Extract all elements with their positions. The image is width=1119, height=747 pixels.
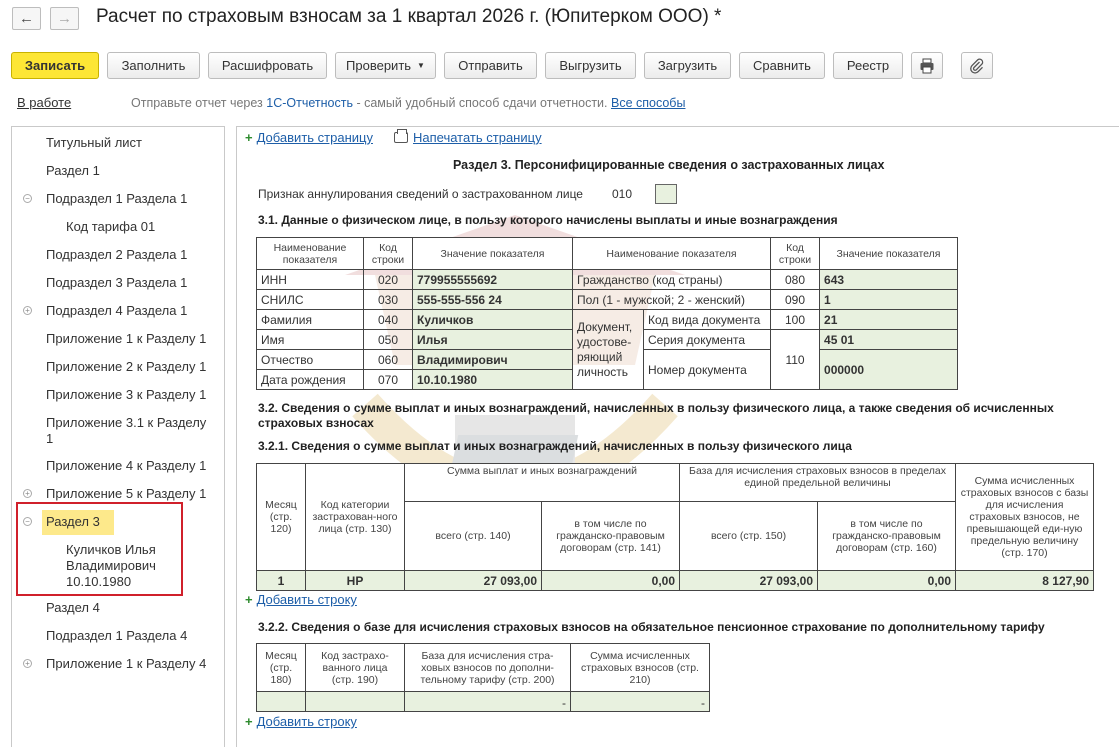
expand-icon[interactable]: + [23, 489, 32, 498]
citizenship-field[interactable]: 643 [820, 270, 958, 290]
tree-item-title-page[interactable]: Титульный лист [46, 135, 143, 150]
expand-icon[interactable]: + [23, 659, 32, 668]
window-title: Расчет по страховым взносам за 1 квартал 2026 г. (Юпитерком ООО) * [96, 6, 722, 27]
collapse-icon[interactable]: − [23, 194, 32, 203]
col-category: Код категории застрахован-ного лица (стр. 130) [306, 464, 405, 571]
col-sum: Сумма исчисленных страховых взносов (стр. 210) [571, 644, 710, 692]
col-base-gpd: в том числе по гражданско-правовым договорам (стр. 160) [818, 502, 956, 571]
save-button[interactable]: Записать [11, 52, 99, 79]
inn-field[interactable]: 779955555692 [413, 270, 573, 290]
row-code: 090 [771, 290, 820, 310]
tree-item-appendix-1-1[interactable]: Приложение 1 к Разделу 1 [46, 331, 207, 346]
tree-item-appendix-2-1[interactable]: Приложение 2 к Разделу 1 [46, 359, 207, 374]
sum-cell[interactable]: - [571, 692, 710, 712]
personal-data-table [256, 237, 958, 390]
tree-item-subsection-3-1[interactable]: Подраздел 3 Раздела 1 [46, 275, 188, 290]
annul-checkbox[interactable] [655, 184, 677, 204]
payments-table [256, 463, 1094, 591]
caret-down-icon: ▼ [417, 61, 425, 70]
additional-tariff-table [256, 643, 710, 712]
col-name-2: Наименование показателя [573, 238, 771, 270]
hint-middle: - самый удобный способ сдачи отчетности. [352, 96, 611, 110]
col-contrib: Сумма исчисленных страховых взносов с базы для исчисления страховых взносов, не превышающей еди-ную предельную величину (стр. 170) [956, 464, 1094, 571]
patronymic-field[interactable]: Владимирович [413, 350, 573, 370]
row-label: Номер документа [644, 350, 771, 390]
print-page-label: Напечатать страницу [413, 130, 542, 145]
doc-kind-field[interactable]: 21 [820, 310, 958, 330]
collapse-icon[interactable]: − [23, 517, 32, 526]
add-page-link[interactable] [245, 130, 373, 145]
base-cell[interactable]: - [405, 692, 571, 712]
col-payments-total: всего (стр. 140) [405, 502, 542, 571]
row-code: 110 [771, 330, 820, 390]
fill-button[interactable]: Заполнить [107, 52, 200, 79]
attach-button[interactable] [961, 52, 993, 79]
month-cell[interactable]: 1 [257, 571, 306, 591]
print-button[interactable] [911, 52, 943, 79]
tree-item-appendix-3-1-1[interactable]: Приложение 3.1 к Разделу [46, 415, 207, 430]
row-label: Фамилия [257, 310, 364, 330]
row-label: Отчество [257, 350, 364, 370]
add-page-label: Добавить страницу [256, 130, 373, 145]
tree-item-subsection-1-4[interactable]: Подраздел 1 Раздела 4 [46, 628, 188, 643]
doc-group-label: Документ, удостове-ряющий личность [573, 310, 644, 390]
row-code: 060 [364, 350, 413, 370]
decode-button[interactable]: Расшифровать [208, 52, 327, 79]
tree-item-appendix-1-4[interactable]: Приложение 1 к Разделу 4 [46, 656, 207, 671]
tree-item-appendix-3-1-1-cont[interactable]: 1 [46, 431, 54, 446]
row-label: Дата рождения [257, 370, 364, 390]
plus-icon: + [245, 130, 253, 145]
plus-icon: + [245, 592, 253, 607]
row-label: Гражданство (код страны) [573, 270, 771, 290]
export-button[interactable]: Выгрузить [545, 52, 636, 79]
hint-prefix: Отправьте отчет через [131, 96, 267, 110]
check-button-label: Проверить [346, 58, 412, 73]
tree-item-appendix-4-1[interactable]: Приложение 4 к Разделу 1 [46, 458, 207, 473]
month-cell[interactable] [257, 692, 306, 712]
paperclip-icon [969, 58, 985, 74]
printer-icon [919, 58, 935, 74]
tree-item-person-name[interactable]: Куличков Илья [66, 542, 156, 557]
row-code: 080 [771, 270, 820, 290]
tree-item-appendix-3-1[interactable]: Приложение 3 к Разделу 1 [46, 387, 207, 402]
code-cell[interactable] [306, 692, 405, 712]
col-name: Наименование показателя [257, 238, 364, 270]
compare-button[interactable]: Сравнить [739, 52, 825, 79]
base-gpd-cell[interactable]: 0,00 [818, 571, 956, 591]
surname-field[interactable]: Куличков [413, 310, 573, 330]
col-month: Месяц (стр. 180) [257, 644, 306, 692]
tree-item-section-3[interactable]: Раздел 3 [46, 514, 100, 529]
col-value-2: Значение показателя [820, 238, 958, 270]
row-code: 070 [364, 370, 413, 390]
arrow-left-icon: ← [19, 10, 34, 27]
row-code: 020 [364, 270, 413, 290]
row-code: 100 [771, 310, 820, 330]
arrow-right-icon: → [57, 10, 72, 27]
add-row-link[interactable] [245, 592, 357, 607]
col-base-total: всего (стр. 150) [680, 502, 818, 571]
col-month: Месяц (стр. 120) [257, 464, 306, 571]
snils-field[interactable]: 555-555-556 24 [413, 290, 573, 310]
tree-item-section-4[interactable]: Раздел 4 [46, 600, 100, 615]
tree-item-section-1[interactable]: Раздел 1 [46, 163, 100, 178]
row-code: 030 [364, 290, 413, 310]
tree-item-person-patronymic[interactable]: Владимирович [66, 558, 156, 573]
doc-number-field[interactable]: 000000 [820, 350, 958, 390]
s32-title: 3.2. Сведения о сумме выплат и иных вознаграждений, начисленных в пользу физического лица, а также сведения об исчисленных страховых взносах [258, 401, 1054, 430]
doc-series-field[interactable]: 45 01 [820, 330, 958, 350]
forward-button[interactable] [50, 7, 79, 30]
name-field[interactable]: Илья [413, 330, 573, 350]
row-label: Пол (1 - мужской; 2 - женский) [573, 290, 771, 310]
payments-total-cell[interactable]: 27 093,00 [405, 571, 542, 591]
expand-icon[interactable]: + [23, 306, 32, 315]
contrib-cell[interactable]: 8 127,90 [956, 571, 1094, 591]
col-base: База для исчисления страховых взносов в пределах единой предельной величины [680, 464, 956, 502]
col-code: Код строки [364, 238, 413, 270]
row-code: 040 [364, 310, 413, 330]
row-label: Серия документа [644, 330, 771, 350]
tree-item-person-birthdate[interactable]: 10.10.1980 [66, 574, 132, 589]
plus-icon: + [245, 714, 253, 729]
category-cell[interactable]: НР [306, 571, 405, 591]
tree-item-appendix-5-1[interactable]: Приложение 5 к Разделу 1 [46, 486, 207, 501]
tree-item-subsection-1-1[interactable]: Подраздел 1 Раздела 1 [46, 191, 188, 206]
row-label: Имя [257, 330, 364, 350]
tree-item-tariff-01[interactable]: Код тарифа 01 [66, 219, 156, 234]
printer-icon [394, 132, 408, 143]
add-row-label: Добавить строку [256, 592, 357, 607]
row-label: ИНН [257, 270, 364, 290]
col-code-2: Код строки [771, 238, 820, 270]
registry-button[interactable]: Реестр [833, 52, 903, 79]
col-value: Значение показателя [413, 238, 573, 270]
add-row-label-2: Добавить строку [256, 714, 357, 729]
row-label: Код вида документа [644, 310, 771, 330]
s31-title: 3.1. Данные о физическом лице, в пользу которого начислены выплаты и иные вознаграждения [258, 213, 838, 227]
col-payments-gpd: в том числе по гражданско-правовым договорам (стр. 141) [542, 502, 680, 571]
tree-item-subsection-4-1[interactable]: Подраздел 4 Раздела 1 [46, 303, 188, 318]
payments-gpd-cell[interactable]: 0,00 [542, 571, 680, 591]
s321-title: 3.2.1. Сведения о сумме выплат и иных вознаграждений, начисленных в пользу физического лица [258, 439, 852, 453]
annul-label: Признак аннулирования сведений о застрахованном лице [258, 187, 583, 201]
row-code: 050 [364, 330, 413, 350]
send-hint [131, 96, 685, 110]
back-button[interactable] [12, 7, 41, 30]
col-code: Код застрахо-ванного лица (стр. 190) [306, 644, 405, 692]
sex-field[interactable]: 1 [820, 290, 958, 310]
send-button[interactable]: Отправить [444, 52, 537, 79]
1c-reporting-link[interactable]: 1С-Отчетность [266, 96, 353, 110]
s322-title: 3.2.2. Сведения о базе для исчисления страховых взносов на обязательное пенсионное страхование по дополнительному тарифу [258, 620, 1045, 634]
tree-item-subsection-2-1[interactable]: Подраздел 2 Раздела 1 [46, 247, 188, 262]
annul-code: 010 [612, 187, 633, 201]
print-page-link[interactable] [394, 130, 542, 145]
add-row-link-2[interactable] [245, 714, 357, 729]
base-total-cell[interactable]: 27 093,00 [680, 571, 818, 591]
all-methods-link[interactable]: Все способы [610, 96, 686, 110]
row-label: СНИЛС [257, 290, 364, 310]
status-in-progress[interactable]: В работе [17, 95, 72, 110]
col-base: База для исчисления стра-ховых взносов по дополни-тельному тарифу (стр. 200) [405, 644, 571, 692]
section-title: Раздел 3. Персонифицированные сведения о застрахованных лицах [453, 158, 885, 172]
import-button[interactable]: Загрузить [644, 52, 731, 79]
check-button[interactable] [335, 52, 436, 79]
birthdate-field[interactable]: 10.10.1980 [413, 370, 573, 390]
col-payments: Сумма выплат и иных вознаграждений [405, 464, 680, 502]
